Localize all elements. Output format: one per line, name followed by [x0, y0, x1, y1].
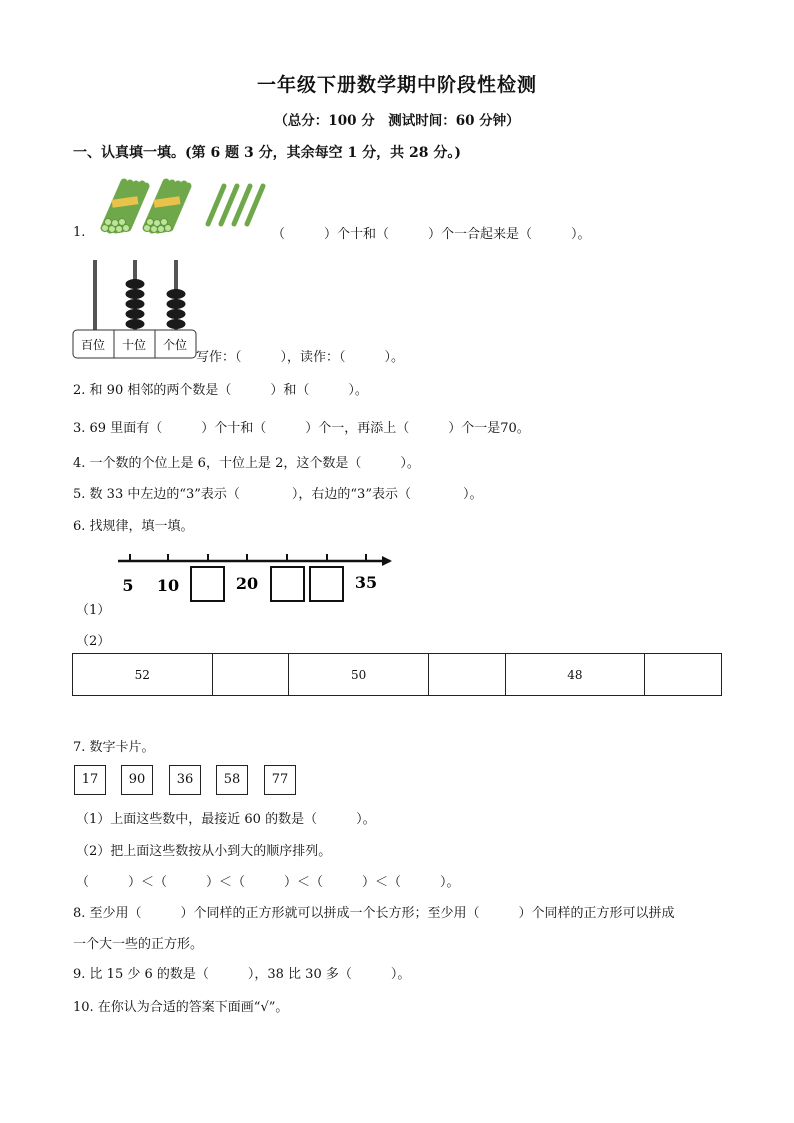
q8-line1: 8. 至少用（ ）个同样的正方形就可以拼成一个长方形；至少用（ ）个同样的正方形可以拼成 [73, 906, 675, 921]
abacus-bead [167, 299, 186, 309]
q6-sub1: （1） [76, 603, 111, 618]
page-title: 一年级下册数学期中阶段性检测 [256, 74, 537, 96]
q6-sub2: （2） [76, 634, 111, 649]
q4-text: 4. 一个数的个位上是 6，十位上是 2，这个数是（ ）。 [73, 456, 420, 471]
sticks-illustration [96, 174, 271, 236]
number-line [110, 548, 400, 606]
abacus-bead [167, 309, 186, 319]
abacus-label-tens: 十位 [121, 338, 147, 352]
q7-order: （ ）＜（ ）＜（ ）＜（ ）＜（ ）。 [76, 875, 460, 890]
blank-box[interactable] [191, 567, 224, 601]
q1-number: 1. [73, 225, 86, 240]
number-line-label: 20 [235, 574, 259, 593]
blank-box[interactable] [310, 567, 343, 601]
q10-text: 10. 在你认为合适的答案下面画“√”。 [73, 1000, 289, 1015]
table-cell-blank[interactable] [645, 654, 722, 696]
page-subtitle: （总分：100 分 测试时间：60 分钟） [274, 113, 520, 129]
q1-text: （ ）个十和（ ）个一合起来是（ ）。 [272, 227, 591, 242]
section-heading: 一、认真填一填。(第 6 题 3 分，其余每空 1 分，共 28 分。) [73, 145, 461, 161]
table-cell: 48 [505, 654, 645, 696]
blank-box[interactable] [271, 567, 304, 601]
single-sticks [208, 186, 263, 224]
stick-bundle [102, 182, 147, 233]
table-cell: 50 [289, 654, 429, 696]
number-card: 90 [121, 765, 153, 795]
q7-sub1: （1）上面这些数中，最接近 60 的数是（ ）。 [76, 812, 376, 827]
number-line-label: 35 [354, 573, 378, 592]
number-sequence-table [72, 653, 722, 696]
q3-text: 3. 69 里面有（ ）个十和（ ）个一，再添上（ ）个一是70。 [73, 421, 530, 436]
number-card: 36 [169, 765, 201, 795]
number-card: 77 [264, 765, 296, 795]
table-cell-blank[interactable] [428, 654, 505, 696]
abacus-bead [167, 289, 186, 299]
q6-text: 6. 找规律，填一填。 [73, 519, 194, 534]
abacus-bead [126, 299, 145, 309]
table-cell: 52 [73, 654, 213, 696]
q7-sub2: （2）把上面这些数按从小到大的顺序排列。 [76, 844, 332, 859]
number-card: 58 [216, 765, 248, 795]
abacus-bead [126, 309, 145, 319]
abacus [72, 256, 200, 360]
table-cell-blank[interactable] [212, 654, 289, 696]
number-card: 17 [74, 765, 106, 795]
abacus-bead [126, 289, 145, 299]
abacus-label-hundreds: 百位 [80, 338, 106, 352]
q7-text: 7. 数字卡片。 [73, 740, 155, 755]
q2-text: 2. 和 90 相邻的两个数是（ ）和（ ）。 [73, 383, 368, 398]
q9-text: 9. 比 15 少 6 的数是（ ），38 比 30 多（ ）。 [73, 967, 411, 982]
q8-line2: 一个大一些的正方形。 [73, 937, 204, 952]
number-line-label: 5 [122, 576, 134, 595]
q5-text: 5. 数 33 中左边的“3”表示（ ），右边的“3”表示（ ）。 [73, 487, 483, 502]
number-line-label: 10 [156, 576, 180, 595]
abacus-bead [126, 279, 145, 289]
abacus-label-ones: 个位 [162, 338, 188, 352]
stick-bundle [144, 182, 189, 233]
abacus-bead [167, 319, 186, 329]
q1-write-read: 写作：（ ），读作：（ ）。 [196, 350, 405, 365]
abacus-bead [126, 319, 145, 329]
